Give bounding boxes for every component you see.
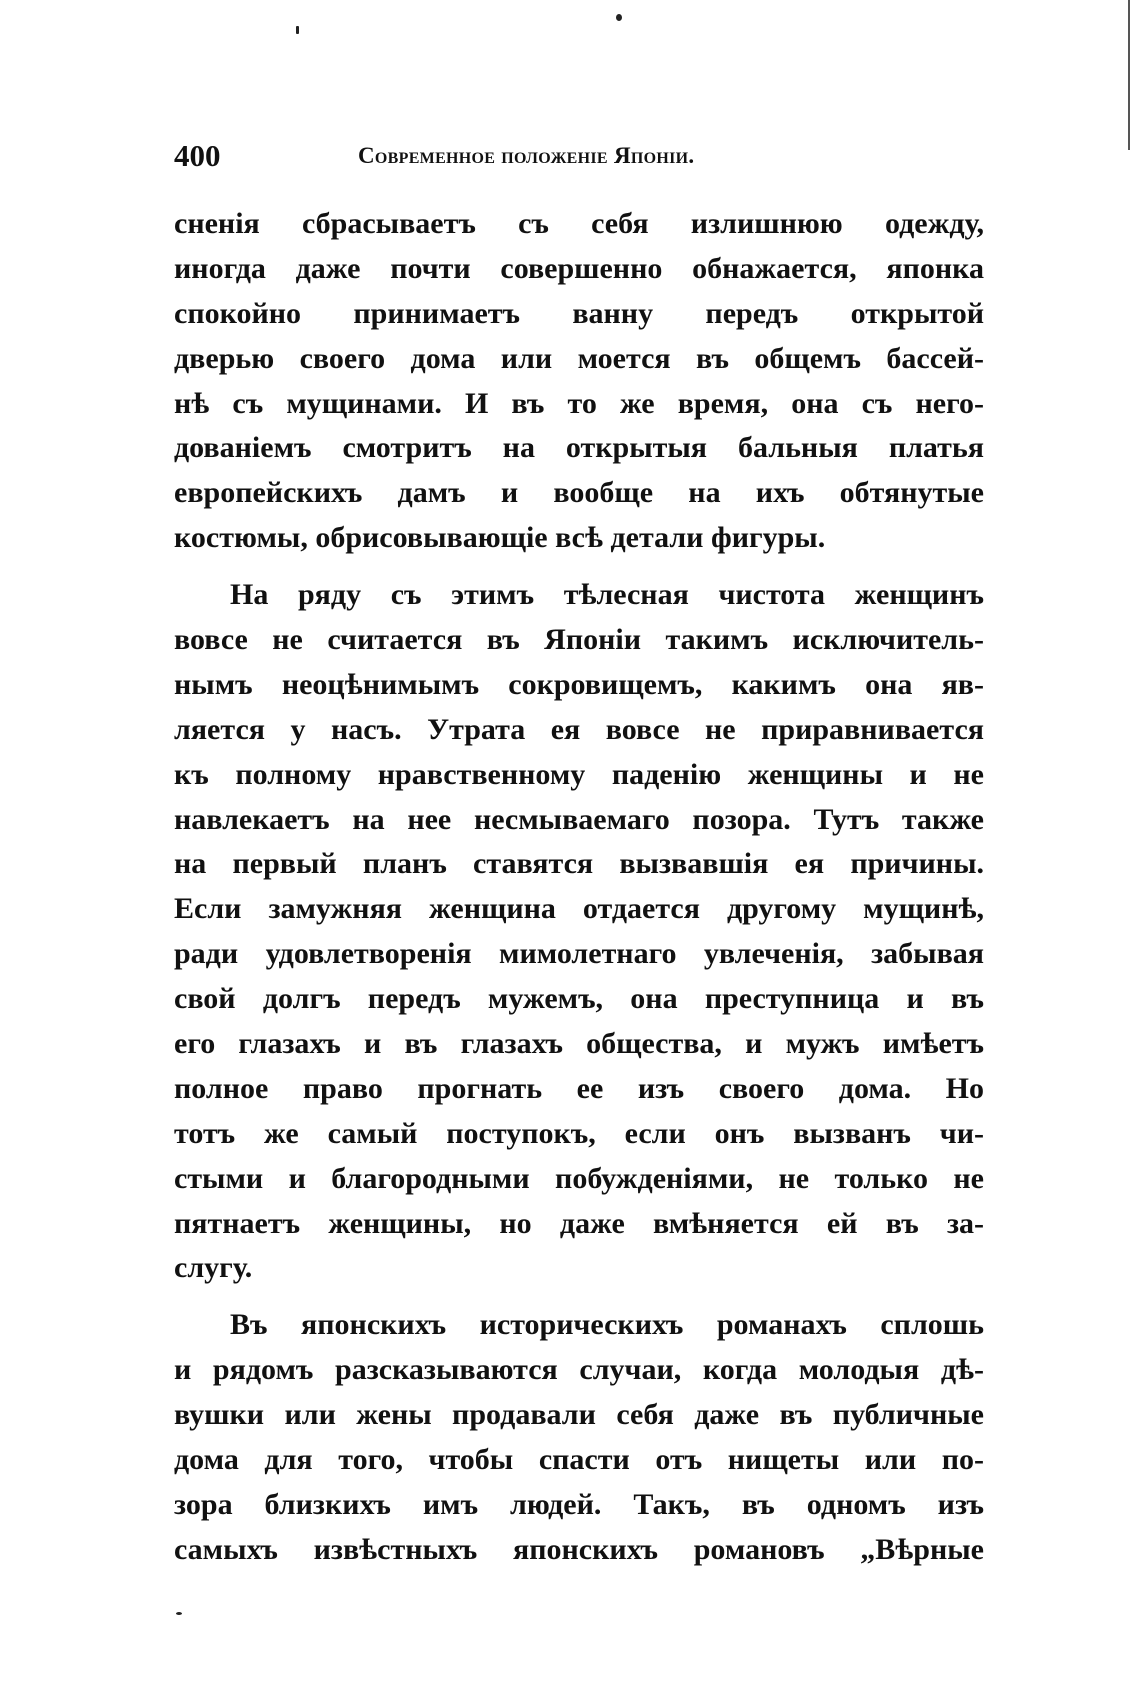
text-line: и рядомъ разсказываются случаи, когда молодыя дѣ- [174,1353,984,1387]
text-line: костюмы, обрисовывающіе всѣ детали фигуры. [174,521,826,555]
text-line: стыми и благородными побужденіями, не только не [174,1161,984,1195]
text-line: слугу. [174,1251,253,1285]
text-line: ради удовлетворенія мимолетнаго увлеченія, забывая [174,937,984,971]
text-line: сненія сбрасываетъ съ себя излишнюю одежду, [174,207,984,240]
text-line: иногда даже почти совершенно обнажается, японка [174,251,984,285]
ink-speck [616,14,622,21]
text-line: Въ японскихъ историческихъ романахъ сплошь [230,1308,984,1342]
text-line: европейскихъ дамъ и вообще на ихъ обтянутые [174,476,984,510]
text-line: спокойно принимаетъ ванну передъ открытой [174,296,984,330]
text-line: зора близкихъ имъ людей. Такъ, въ одномъ изъ [174,1487,984,1521]
running-title: Современное положеніе Японіи. [358,143,695,168]
text-line: навлекаетъ на нее несмываемаго позора. Тутъ также [174,802,984,836]
text-line: На ряду съ этимъ тѣлесная чистота женщинъ [230,578,984,612]
text-line: ляется у насъ. Утрата ея вовсе не приравнивается [174,712,984,746]
text-line: Если замужняя женщина отдается другому мущинѣ, [174,892,984,926]
page-header [174,138,984,178]
ink-speck [176,1612,182,1615]
text-line: вушки или жены продавали себя даже въ публичные [174,1398,984,1432]
page-number: 400 [174,138,221,173]
paragraph [174,573,984,1291]
text-line: дованіемъ смотритъ на открытыя бальныя платья [174,431,984,465]
paragraph [174,202,984,561]
text-line: свой долгъ передъ мужемъ, она преступница и въ [174,982,984,1016]
text-line: къ полному нравственному паденію женщины и не [174,757,984,791]
text-line: пятнаетъ женщины, но даже вмѣняется ей въ за- [174,1206,984,1240]
ink-speck [296,26,299,34]
page-edge-line [1128,0,1130,150]
text-line: вовсе не считается въ Японіи такимъ исключитель- [174,623,984,657]
text-line: нѣ съ мущинами. И въ то же время, она съ него- [174,386,984,420]
paragraph [174,1303,984,1572]
text-line: полное право прогнать ее изъ своего дома. Но [174,1071,984,1105]
text-line: его глазахъ и въ глазахъ общества, и мужъ имѣетъ [174,1027,984,1061]
text-line: дверью своего дома или моется въ общемъ бассей- [174,341,984,375]
text-line: на первый планъ ставятся вызвавшія ея причины. [174,847,984,881]
text-line: дома для того, чтобы спасти отъ нищеты или по- [174,1443,984,1477]
body-text [174,202,984,1573]
text-line: тотъ же самый поступокъ, если онъ вызванъ чи- [174,1116,984,1150]
text-line: самыхъ извѣстныхъ японскихъ романовъ „Вѣрные [174,1532,984,1566]
text-line: нымъ неоцѣнимымъ сокровищемъ, какимъ она яв- [174,667,984,701]
